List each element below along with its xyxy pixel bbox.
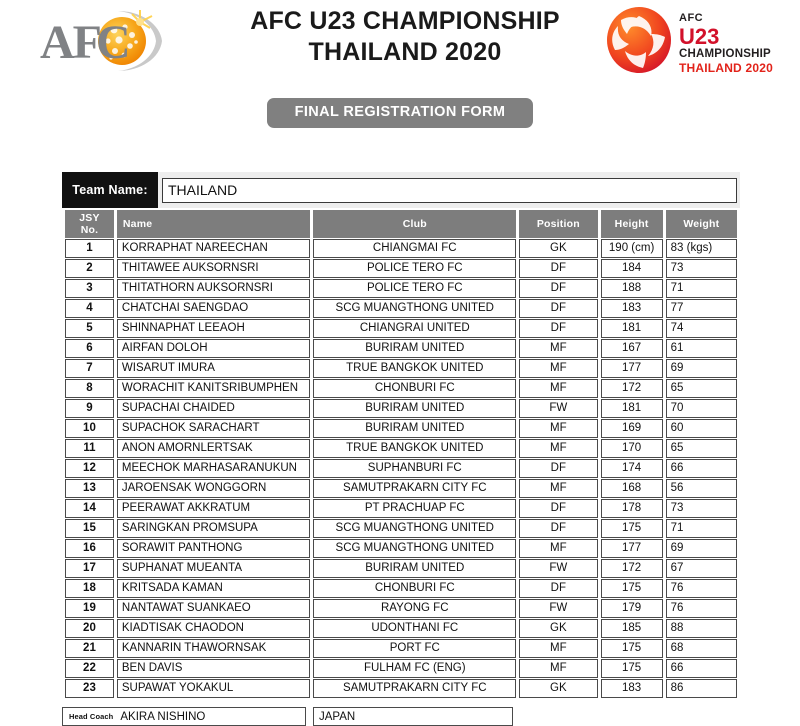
cell-name[interactable]: NANTAWAT SUANKAEO xyxy=(117,599,311,618)
table-row xyxy=(65,619,737,638)
cell-name[interactable]: SUPHANAT MUEANTA xyxy=(117,559,311,578)
cell-name[interactable]: THITAWEE AUKSORNSRI xyxy=(117,259,311,278)
cell-club[interactable]: POLICE TERO FC xyxy=(313,259,516,278)
cell-height[interactable]: 167 xyxy=(601,339,663,358)
table-row xyxy=(65,439,737,458)
table-row xyxy=(65,399,737,418)
table-row xyxy=(65,299,737,318)
table-row xyxy=(65,319,737,338)
cell-jsy[interactable]: 4 xyxy=(65,299,114,318)
cell-name[interactable]: JAROENSAK WONGGORN xyxy=(117,479,311,498)
head-coach-name: AKIRA NISHINO xyxy=(120,710,206,723)
column-header-position[interactable]: Position xyxy=(519,210,597,238)
cell-jsy[interactable]: 12 xyxy=(65,459,114,478)
table-row xyxy=(65,479,737,498)
head-coach-field[interactable] xyxy=(62,707,306,726)
cell-position[interactable]: MF xyxy=(519,479,597,498)
cell-jsy[interactable]: 22 xyxy=(65,659,114,678)
cell-name[interactable]: WORACHIT KANITSRIBUMPHEN xyxy=(117,379,311,398)
roster-table xyxy=(62,209,740,699)
table-row xyxy=(65,659,737,678)
cell-weight[interactable]: 71 xyxy=(666,519,737,538)
cell-height[interactable]: 190 (cm) xyxy=(601,239,663,258)
table-row xyxy=(65,559,737,578)
team-name-input[interactable]: THAILAND xyxy=(162,178,737,203)
cell-height[interactable]: 169 xyxy=(601,419,663,438)
svg-text:AF: AF xyxy=(40,16,100,69)
table-row xyxy=(65,359,737,378)
cell-club[interactable]: CHIANGMAI FC xyxy=(313,239,516,258)
cell-name[interactable]: PEERAWAT AKKRATUM xyxy=(117,499,311,518)
cell-position[interactable]: GK xyxy=(519,619,597,638)
cell-name[interactable]: KANNARIN THAWORNSAK xyxy=(117,639,311,658)
cell-name[interactable]: SHINNAPHAT LEEAOH xyxy=(117,319,311,338)
title-line-1: AFC U23 CHAMPIONSHIP xyxy=(250,7,560,35)
cell-club[interactable]: CHONBURI FC xyxy=(313,379,516,398)
cell-weight[interactable]: 83 (kgs) xyxy=(666,239,737,258)
column-header-name[interactable]: Name xyxy=(117,210,311,238)
cell-position[interactable]: DF xyxy=(519,259,597,278)
cell-name[interactable]: CHATCHAI SAENGDAO xyxy=(117,299,311,318)
cell-club[interactable]: BURIRAM UNITED xyxy=(313,559,516,578)
cell-club[interactable]: TRUE BANGKOK UNITED xyxy=(313,359,516,378)
cell-height[interactable]: 181 xyxy=(601,319,663,338)
cell-weight[interactable]: 60 xyxy=(666,419,737,438)
cell-height[interactable]: 177 xyxy=(601,539,663,558)
cell-height[interactable]: 184 xyxy=(601,259,663,278)
table-row xyxy=(65,679,737,698)
cell-club[interactable]: PORT FC xyxy=(313,639,516,658)
cell-name[interactable]: THITATHORN AUKSORNSRI xyxy=(117,279,311,298)
cell-height[interactable]: 175 xyxy=(601,579,663,598)
cell-weight[interactable]: 61 xyxy=(666,339,737,358)
table-row xyxy=(65,579,737,598)
cell-weight[interactable]: 88 xyxy=(666,619,737,638)
cell-club[interactable]: TRUE BANGKOK UNITED xyxy=(313,439,516,458)
cell-height[interactable]: 188 xyxy=(601,279,663,298)
afc-logo xyxy=(36,8,176,74)
cell-club[interactable]: SAMUTPRAKARN CITY FC xyxy=(313,679,516,698)
cell-jsy[interactable]: 14 xyxy=(65,499,114,518)
cell-position[interactable]: MF xyxy=(519,339,597,358)
cell-club[interactable]: BURIRAM UNITED xyxy=(313,339,516,358)
column-header-height[interactable]: Height xyxy=(601,210,663,238)
cell-name[interactable]: SUPACHOK SARACHART xyxy=(117,419,311,438)
cell-jsy[interactable]: 20 xyxy=(65,619,114,638)
cell-position[interactable]: DF xyxy=(519,499,597,518)
cell-weight[interactable]: 65 xyxy=(666,439,737,458)
team-name-row xyxy=(62,172,740,208)
cell-jsy[interactable]: 16 xyxy=(65,539,114,558)
title-line-2: THAILAND 2020 xyxy=(308,38,502,66)
head-coach-country-field[interactable]: JAPAN xyxy=(313,707,513,726)
table-row xyxy=(65,519,737,538)
cell-jsy[interactable]: 5 xyxy=(65,319,114,338)
cell-height[interactable]: 172 xyxy=(601,559,663,578)
svg-text:U23: U23 xyxy=(679,24,720,49)
cell-name[interactable]: BEN DAVIS xyxy=(117,659,311,678)
cell-weight[interactable]: 73 xyxy=(666,259,737,278)
cell-weight[interactable]: 68 xyxy=(666,639,737,658)
cell-weight[interactable]: 76 xyxy=(666,599,737,618)
cell-club[interactable]: SAMUTPRAKARN CITY FC xyxy=(313,479,516,498)
cell-height[interactable]: 177 xyxy=(601,359,663,378)
table-row xyxy=(65,259,737,278)
registration-sheet xyxy=(62,172,740,726)
svg-text:THAILAND 2020: THAILAND 2020 xyxy=(679,61,773,75)
cell-name[interactable]: SORAWIT PANTHONG xyxy=(117,539,311,558)
cell-club[interactable]: RAYONG FC xyxy=(313,599,516,618)
cell-club[interactable]: CHIANGRAI UNITED xyxy=(313,319,516,338)
event-logo xyxy=(597,4,782,76)
cell-jsy[interactable]: 23 xyxy=(65,679,114,698)
cell-name[interactable]: KORRAPHAT NAREECHAN xyxy=(117,239,311,258)
cell-position[interactable]: DF xyxy=(519,459,597,478)
cell-height[interactable]: 185 xyxy=(601,619,663,638)
cell-name[interactable]: WISARUT IMURA xyxy=(117,359,311,378)
cell-jsy[interactable]: 13 xyxy=(65,479,114,498)
cell-jsy[interactable]: 8 xyxy=(65,379,114,398)
cell-club[interactable]: BURIRAM UNITED xyxy=(313,399,516,418)
cell-position[interactable]: MF xyxy=(519,659,597,678)
cell-position[interactable]: DF xyxy=(519,319,597,338)
table-row xyxy=(65,279,737,298)
final-registration-form-badge[interactable]: FINAL REGISTRATION FORM xyxy=(267,98,534,128)
cell-name[interactable]: MEECHOK MARHASARANUKUN xyxy=(117,459,311,478)
cell-jsy[interactable]: 17 xyxy=(65,559,114,578)
cell-position[interactable]: MF xyxy=(519,539,597,558)
cell-weight[interactable]: 56 xyxy=(666,479,737,498)
cell-height[interactable]: 175 xyxy=(601,519,663,538)
team-name-label: Team Name: xyxy=(62,172,158,208)
column-header-club[interactable]: Club xyxy=(313,210,516,238)
roster-table-head xyxy=(65,210,737,238)
cell-jsy[interactable]: 19 xyxy=(65,599,114,618)
cell-jsy[interactable]: 21 xyxy=(65,639,114,658)
cell-jsy[interactable]: 10 xyxy=(65,419,114,438)
cell-weight[interactable]: 66 xyxy=(666,459,737,478)
cell-club[interactable]: FULHAM FC (ENG) xyxy=(313,659,516,678)
cell-position[interactable]: MF xyxy=(519,439,597,458)
cell-position[interactable]: FW xyxy=(519,399,597,418)
cell-height[interactable]: 175 xyxy=(601,659,663,678)
cell-height[interactable]: 175 xyxy=(601,639,663,658)
column-header-weight[interactable]: Weight xyxy=(666,210,737,238)
svg-text:C: C xyxy=(96,16,131,69)
cell-club[interactable]: SCG MUANGTHONG UNITED xyxy=(313,299,516,318)
cell-jsy[interactable]: 6 xyxy=(65,339,114,358)
cell-weight[interactable]: 65 xyxy=(666,379,737,398)
cell-jsy[interactable]: 18 xyxy=(65,579,114,598)
cell-position[interactable]: MF xyxy=(519,359,597,378)
cell-club[interactable]: SCG MUANGTHONG UNITED xyxy=(313,519,516,538)
cell-club[interactable]: CHONBURI FC xyxy=(313,579,516,598)
cell-height[interactable]: 179 xyxy=(601,599,663,618)
cell-position[interactable]: DF xyxy=(519,519,597,538)
table-row xyxy=(65,499,737,518)
cell-position[interactable]: DF xyxy=(519,579,597,598)
cell-name[interactable]: ANON AMORNLERTSAK xyxy=(117,439,311,458)
cell-weight[interactable]: 77 xyxy=(666,299,737,318)
cell-position[interactable]: DF xyxy=(519,279,597,298)
svg-text:CHAMPIONSHIP: CHAMPIONSHIP xyxy=(679,48,771,60)
cell-weight[interactable]: 86 xyxy=(666,679,737,698)
cell-club[interactable]: SCG MUANGTHONG UNITED xyxy=(313,539,516,558)
table-row xyxy=(65,599,737,618)
cell-weight[interactable]: 71 xyxy=(666,279,737,298)
cell-name[interactable]: KRITSADA KAMAN xyxy=(117,579,311,598)
cell-name[interactable]: SUPACHAI CHAIDED xyxy=(117,399,311,418)
cell-club[interactable]: BURIRAM UNITED xyxy=(313,419,516,438)
cell-weight[interactable]: 76 xyxy=(666,579,737,598)
table-header-row xyxy=(65,210,737,238)
cell-jsy[interactable]: 1 xyxy=(65,239,114,258)
roster-table-body xyxy=(65,239,737,698)
table-row xyxy=(65,459,737,478)
cell-weight[interactable]: 67 xyxy=(666,559,737,578)
table-row xyxy=(65,639,737,658)
cell-height[interactable]: 181 xyxy=(601,399,663,418)
svg-text:AFC: AFC xyxy=(679,12,704,24)
cell-name[interactable]: KIADTISAK CHAODON xyxy=(117,619,311,638)
cell-name[interactable]: SARINGKAN PROMSUPA xyxy=(117,519,311,538)
cell-height[interactable]: 170 xyxy=(601,439,663,458)
cell-height[interactable]: 168 xyxy=(601,479,663,498)
cell-position[interactable]: DF xyxy=(519,299,597,318)
head-coach-label: Head Coach xyxy=(69,712,114,721)
cell-club[interactable]: UDONTHANI FC xyxy=(313,619,516,638)
cell-weight[interactable]: 73 xyxy=(666,499,737,518)
page-title xyxy=(215,6,595,68)
page-header xyxy=(0,0,800,90)
cell-height[interactable]: 174 xyxy=(601,459,663,478)
cell-position[interactable]: MF xyxy=(519,639,597,658)
coach-row xyxy=(62,707,740,726)
cell-weight[interactable]: 74 xyxy=(666,319,737,338)
cell-position[interactable]: FW xyxy=(519,599,597,618)
cell-height[interactable]: 178 xyxy=(601,499,663,518)
cell-club[interactable]: POLICE TERO FC xyxy=(313,279,516,298)
cell-jsy[interactable]: 2 xyxy=(65,259,114,278)
cell-jsy[interactable]: 7 xyxy=(65,359,114,378)
cell-position[interactable]: FW xyxy=(519,559,597,578)
cell-height[interactable]: 183 xyxy=(601,679,663,698)
cell-position[interactable]: MF xyxy=(519,379,597,398)
cell-position[interactable]: GK xyxy=(519,679,597,698)
table-row xyxy=(65,379,737,398)
table-row xyxy=(65,539,737,558)
cell-name[interactable]: AIRFAN DOLOH xyxy=(117,339,311,358)
cell-club[interactable]: PT PRACHUAP FC xyxy=(313,499,516,518)
cell-weight[interactable]: 69 xyxy=(666,359,737,378)
cell-height[interactable]: 172 xyxy=(601,379,663,398)
table-row xyxy=(65,339,737,358)
cell-position[interactable]: MF xyxy=(519,419,597,438)
cell-weight[interactable]: 66 xyxy=(666,659,737,678)
cell-jsy[interactable]: 11 xyxy=(65,439,114,458)
cell-jsy[interactable]: 3 xyxy=(65,279,114,298)
cell-position[interactable]: GK xyxy=(519,239,597,258)
cell-club[interactable]: SUPHANBURI FC xyxy=(313,459,516,478)
form-badge-container xyxy=(0,98,800,128)
cell-weight[interactable]: 69 xyxy=(666,539,737,558)
cell-jsy[interactable]: 9 xyxy=(65,399,114,418)
cell-jsy[interactable]: 15 xyxy=(65,519,114,538)
table-row xyxy=(65,239,737,258)
table-row xyxy=(65,419,737,438)
cell-name[interactable]: SUPAWAT YOKAKUL xyxy=(117,679,311,698)
cell-weight[interactable]: 70 xyxy=(666,399,737,418)
column-header-jsy[interactable]: JSY No. xyxy=(65,210,114,238)
cell-height[interactable]: 183 xyxy=(601,299,663,318)
